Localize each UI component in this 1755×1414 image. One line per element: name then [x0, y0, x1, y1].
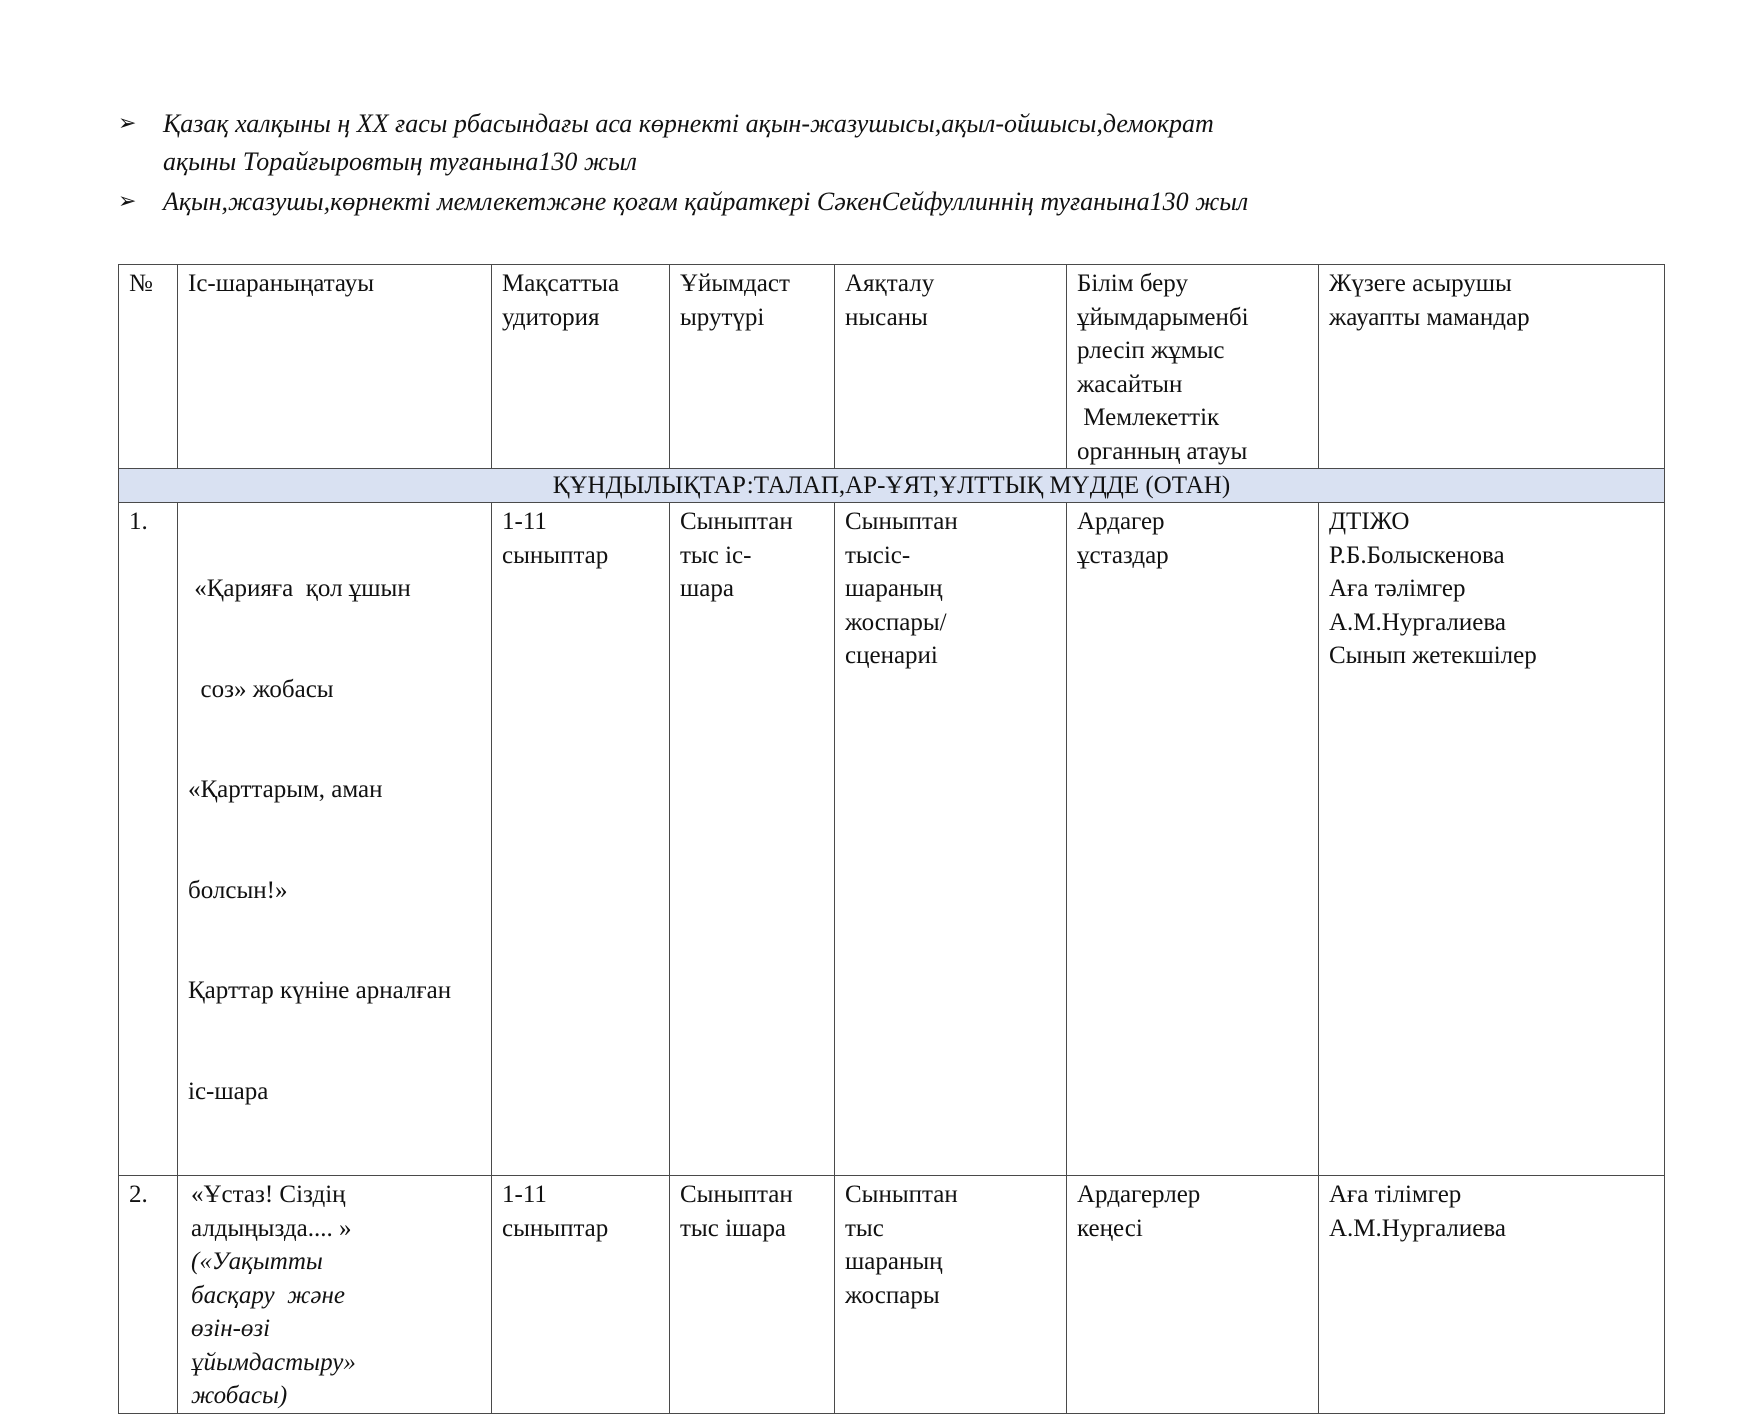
table-header-row [119, 265, 1665, 469]
header-responsible: Жүзеге асырушы жауапты мамандар [1319, 265, 1665, 469]
section-title: ҚҰНДЫЛЫҚТАР:ТАЛАП,АР-ҰЯТ,ҰЛТТЫҚ МҮДДЕ (ОТАН) [119, 469, 1665, 503]
row-number: 2. [119, 1176, 178, 1414]
header-number: № [119, 265, 178, 469]
row-completion: Сыныптан тысіс- шараның жоспары/ сценариі [835, 503, 1067, 1176]
row-partner: Ардагерлер кеңесі [1067, 1176, 1319, 1414]
row-event-name: «Қарияға қол ұшын соз» жобасы «Қарттарым, аман болсын!» Қарттар күніне арналған іс-шара [178, 503, 492, 1176]
header-target-audience: Мақсаттыа удитория [492, 265, 670, 469]
row-number: 1. [119, 503, 178, 1176]
intro-bullet-list [118, 105, 1518, 221]
section-row [119, 469, 1665, 503]
events-plan-table [118, 264, 1665, 1414]
arrow-bullet-icon: ➢ [118, 111, 137, 136]
table-row [119, 503, 1665, 1176]
intro-bullet-torajgyrov [118, 105, 1518, 181]
row-event-name: «Ұстаз! Сіздің алдыңызда.... » («Уақытты басқару және өзін-өзі ұйымдастыру» жобасы) [178, 1176, 492, 1414]
header-partner-organization: Білім беру ұйымдарыменбі рлесіп жұмыс жасайтын Мемлекеттік органның атауы [1067, 265, 1319, 469]
header-completion-form: Аяқталу нысаны [835, 265, 1067, 469]
row-responsible: Аға тілімгер А.М.Нургалиева [1319, 1176, 1665, 1414]
bullet-line: Қазақ халқыны ң ХХ ғасы рбасындағы аса көрнекті ақын-жазушысы,ақыл-ойшысы,демократ [163, 109, 1214, 138]
row-partner: Ардагер ұстаздар [1067, 503, 1319, 1176]
row-form: Сыныптан тыс ішара [670, 1176, 835, 1414]
row-audience: 1-11 сыныптар [492, 503, 670, 1176]
header-organization-form: Ұйымдаст ырутүрі [670, 265, 835, 469]
intro-bullet-seifullin [118, 183, 1518, 221]
row-completion: Сыныптан тыс шараның жоспары [835, 1176, 1067, 1414]
header-event-name: Іс-шараныңатауы [178, 265, 492, 469]
row-responsible: ДТІЖО Р.Б.Болыскенова Аға тәлімгер А.М.Нургалиева Сынып жетекшілер [1319, 503, 1665, 1176]
bullet-line: Ақын,жазушы,көрнекті мемлекетжәне қоғам қайраткері СәкенСейфуллиннің туғанына130 жыл [163, 187, 1249, 216]
row-form: Сыныптан тыс іс- шара [670, 503, 835, 1176]
bullet-line: ақыны Торайғыровтың туғанына130 жыл [163, 147, 637, 176]
table-row [119, 1176, 1665, 1414]
row-audience: 1-11 сыныптар [492, 1176, 670, 1414]
arrow-bullet-icon: ➢ [118, 189, 137, 214]
